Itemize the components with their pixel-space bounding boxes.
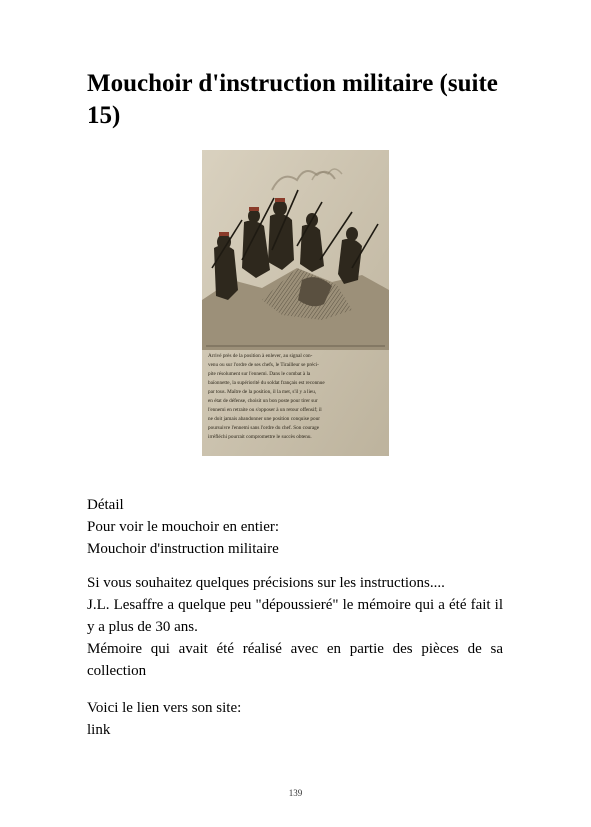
caption-line: venu ou sur l'ordre de ses chefs, le Tirailleur se préci-	[208, 362, 319, 368]
caption-line: pite résolument sur l'ennemi. Dans le combat à la	[208, 371, 311, 377]
caption-line: l'ennemi en retraite ou s'opposer à un retour offensif; il	[208, 407, 322, 413]
page-title: Mouchoir d'instruction militaire (suite 15)	[87, 70, 498, 129]
memoire-paragraph: J.L. Lesaffre a quelque peu "dépoussieré" le mémoire qui a été fait il y a plus de 30 ans.	[87, 597, 503, 635]
handkerchief-link-text: Mouchoir d'instruction militaire	[87, 541, 279, 557]
collection-paragraph: Mémoire qui avait été réalisé avec en partie des pièces de sa collection	[87, 641, 503, 679]
site-link-intro: Voici le lien vers son site:	[87, 700, 242, 716]
caption-line: par tous. Maître de la position, il la met, s'il y a lieu,	[208, 389, 317, 395]
detail-label: Détail	[87, 497, 124, 513]
site-link[interactable]: link	[87, 722, 111, 738]
see-full-handkerchief-text: Pour voir le mouchoir en entier:	[87, 519, 280, 535]
caption-line: poursuivre l'ennemi sans l'ordre du chef. Son courage	[208, 425, 320, 431]
instructions-intro: Si vous souhaitez quelques précisions sur les instructions....	[87, 575, 445, 591]
page-number: 139	[288, 788, 303, 798]
caption-line: Arrivé près de la position à enlever, au signal con-	[208, 353, 313, 359]
handkerchief-detail-photo	[202, 150, 389, 456]
instructions-block	[87, 572, 503, 682]
site-link-block	[87, 697, 503, 741]
caption-line: ne doit jamais abandonner une position conquise pour	[208, 416, 320, 422]
caption-line: en état de défense, choisit un bon poste pour tirer sur	[208, 398, 318, 404]
detail-block	[87, 494, 503, 560]
caption-line: irréfléchi pourrait compromettre le succès obtenu.	[208, 434, 312, 440]
engraving-illustration	[202, 150, 389, 456]
caption-line: baïonnette, la supériorité du soldat français est reconnue	[208, 380, 325, 386]
